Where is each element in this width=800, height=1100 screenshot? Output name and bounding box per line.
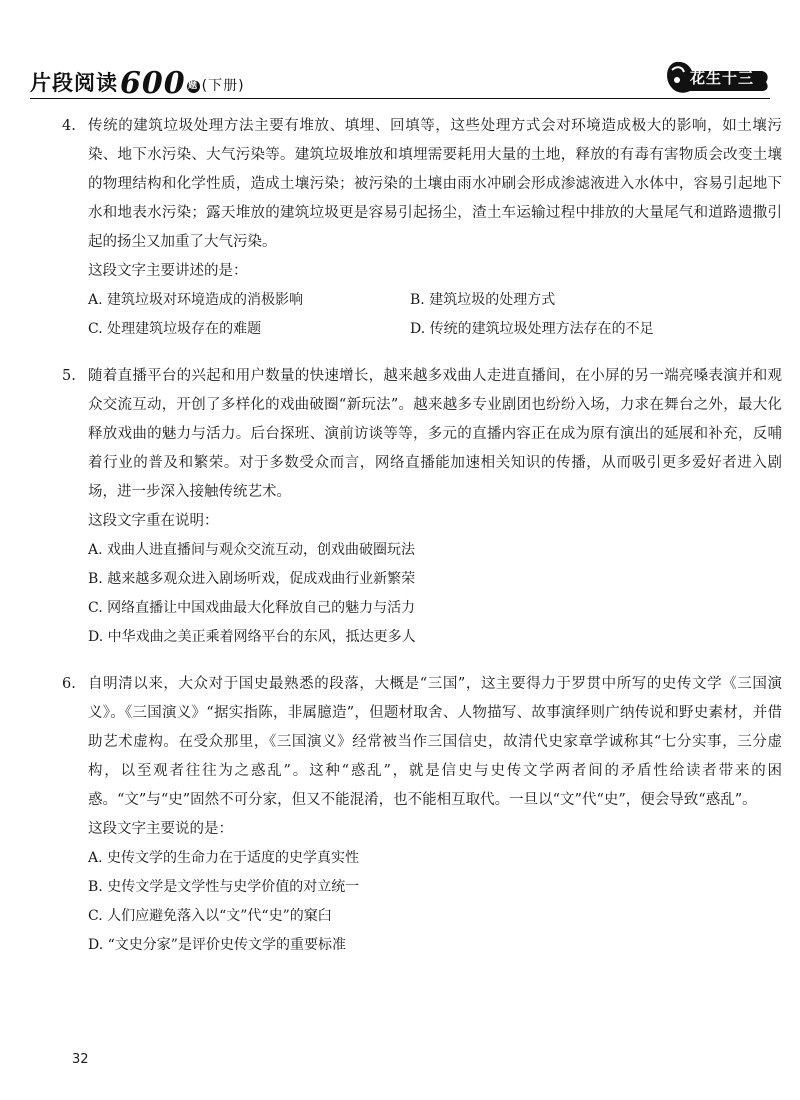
options-list bbox=[62, 844, 782, 960]
header-rule bbox=[30, 98, 770, 99]
question-5 bbox=[62, 362, 782, 652]
brand-logo bbox=[662, 58, 770, 96]
option-b[interactable]: B. 史传文学是文学性与史学价值的对立统一 bbox=[88, 879, 360, 895]
option-c[interactable]: C. 处理建筑垃圾存在的难题 bbox=[88, 321, 262, 337]
option-c[interactable]: C. 人们应避免落入以“文”代“史”的窠臼 bbox=[88, 908, 332, 924]
book-title-volume: (下册) bbox=[201, 78, 245, 94]
option-b[interactable]: B. 越来越多观众进入剧场听戏，促成戏曲行业新繁荣 bbox=[88, 571, 416, 587]
question-prompt: 这段文字主要讲述的是： bbox=[88, 263, 248, 279]
question-gap bbox=[62, 652, 782, 670]
question-6 bbox=[62, 670, 782, 960]
page-header bbox=[30, 58, 770, 102]
option-c[interactable]: C. 网络直播让中国戏曲最大化释放自己的魅力与活力 bbox=[88, 600, 416, 616]
question-paragraph bbox=[62, 362, 782, 507]
question-prompt: 这段文字主要说的是： bbox=[88, 821, 233, 837]
question-paragraph bbox=[62, 670, 782, 815]
book-title-mark: 题 bbox=[188, 81, 199, 91]
option-a[interactable]: A. 史传文学的生命力在于适度的史学真实性 bbox=[88, 850, 360, 866]
question-4 bbox=[62, 112, 782, 344]
option-a[interactable]: A. 戏曲人进直播间与观众交流互动，创戏曲破圈玩法 bbox=[88, 542, 416, 558]
option-a[interactable]: A. 建筑垃圾对环境造成的消极影响 bbox=[88, 292, 304, 308]
option-b[interactable]: B. 建筑垃圾的处理方式 bbox=[410, 292, 556, 308]
question-number: 6. bbox=[62, 676, 76, 692]
question-text: 随着直播平台的兴起和用户数量的快速增长，越来越多戏曲人走进直播间，在小屏的另一端亮嗓表演并和观众交流互动，开创了多样化的戏曲破圈“新玩法”。越来越多专业剧团也纷纷入场，力求在舞台之外，最大化释放戏曲的魅力与活力。后台探班、演前访谈等等，多元的直播内容正在成为原有演出的延展和补充，反哺着行业的普及和繁荣。对于多数受众而言，网络直播能加速相关知识的传播，从而吸引更多爱好者进入剧场，进一步深入接触传统艺术。 bbox=[88, 368, 782, 500]
option-d[interactable]: D. 中华戏曲之美正乘着网络平台的东风，抵达更多人 bbox=[88, 629, 416, 645]
book-title bbox=[30, 66, 245, 101]
question-prompt: 这段文字重在说明： bbox=[88, 513, 219, 529]
page-number: 32 bbox=[72, 1052, 89, 1067]
question-list bbox=[62, 112, 782, 960]
options-grid bbox=[62, 286, 782, 344]
question-number: 4. bbox=[62, 118, 76, 134]
option-d[interactable]: D. “文史分家”是评价史传文学的重要标准 bbox=[88, 937, 346, 953]
question-paragraph bbox=[62, 112, 782, 257]
question-gap bbox=[62, 344, 782, 362]
option-d[interactable]: D. 传统的建筑垃圾处理方法存在的不足 bbox=[410, 321, 654, 337]
question-text: 自明清以来，大众对于国史最熟悉的段落，大概是“三国”，这主要得力于罗贯中所写的史传文学《三国演义》。《三国演义》“据实指陈，非属臆造”，但题材取舍、人物描写、故事演绎则广纳传说和野史素材，并借助艺术虚构。在受众那里，《三国演义》经常被当作三国信史，故清代史家章学诚称其“七分实事，三分虚构，以至观者往往为之惑乱”。这种“惑乱”，就是信史与史传文学两者间的矛盾性给读者带来的困惑。“文”与“史”固然不可分家，但又不能混淆，也不能相互取代。一旦以“文”代“史”，便会导致“惑乱”。 bbox=[88, 676, 782, 808]
book-title-number: 600 bbox=[120, 66, 186, 101]
options-list bbox=[62, 536, 782, 652]
book-title-text: 片段阅读 bbox=[30, 71, 118, 95]
question-text: 传统的建筑垃圾处理方法主要有堆放、填埋、回填等，这些处理方式会对环境造成极大的影响，如土壤污染、地下水污染、大气污染等。建筑垃圾堆放和填埋需要耗用大量的土地，释放的有毒有害物质会改变土壤的物理结构和化学性质，造成土壤污染；被污染的土壤由雨水冲刷会形成渗滤液进入水体中，容易引起地下水和地表水污染；露天堆放的建筑垃圾更是容易引起扬尘，渣土车运输过程中排放的大量尾气和道路遗撒引起的扬尘又加重了大气污染。 bbox=[88, 118, 782, 250]
question-number: 5. bbox=[62, 368, 76, 384]
brand-text: 花生十三 bbox=[690, 69, 755, 87]
